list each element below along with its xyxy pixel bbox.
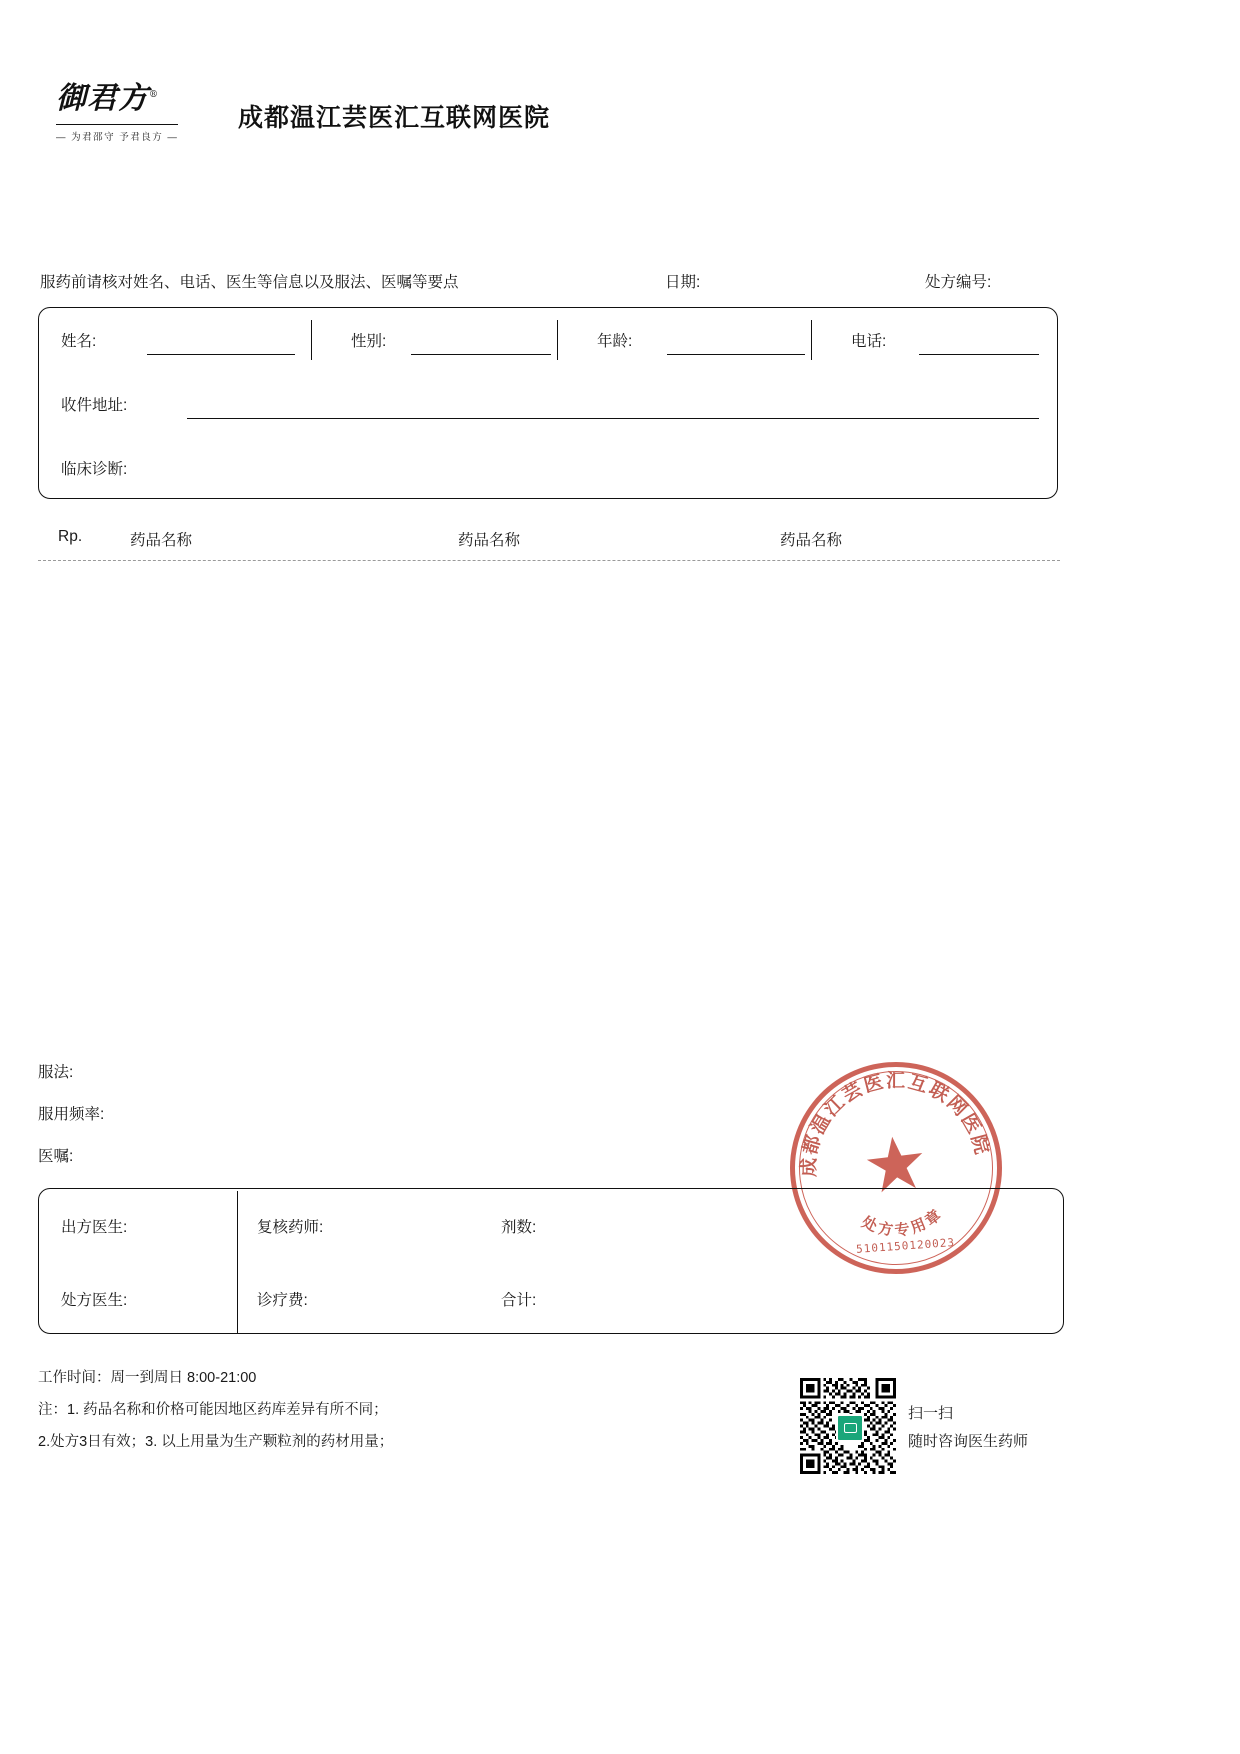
drug-column-2-header: 药品名称 — [458, 532, 521, 549]
diagnosis-label: 临床诊断: — [61, 461, 128, 478]
usage-block — [38, 1052, 104, 1178]
method-label: 服法: — [38, 1064, 74, 1081]
drug-column-1-header: 药品名称 — [130, 532, 193, 549]
address-input[interactable] — [187, 418, 1039, 419]
logo-divider — [56, 124, 178, 125]
signature-box — [38, 1188, 1064, 1334]
brand-logo — [56, 82, 196, 143]
gender-label: 性别: — [351, 333, 387, 350]
logo-wordmark — [56, 82, 196, 115]
document-header — [40, 82, 1200, 162]
seal-sub-text: 处方专用章 — [859, 1204, 947, 1240]
qr-caption — [908, 1400, 1028, 1456]
signature-row-1 — [39, 1189, 1063, 1262]
age-label: 年龄: — [597, 333, 633, 350]
fee-label: 诊疗费: — [257, 1291, 308, 1309]
drug-column-3-header: 药品名称 — [780, 532, 843, 549]
signature-row-2 — [39, 1262, 1063, 1335]
divider-2 — [557, 320, 558, 360]
prescriber-label: 处方医生: — [61, 1291, 128, 1309]
divider-1 — [311, 320, 312, 360]
note-1-text: 注：1. 药品名称和价格可能因地区药库差异有所不同； — [38, 1402, 388, 1418]
name-label: 姓名: — [61, 333, 97, 350]
seal-org-text: 成都温江芸医汇互联网医院 — [797, 1069, 994, 1178]
patient-info-box — [38, 307, 1058, 499]
notice-text: 服药前请核对姓名、电话、医生等信息以及服法、医嘱等要点 — [40, 274, 459, 291]
rp-label: Rp. — [58, 528, 83, 545]
seal-code: 5101150120023 — [855, 1235, 956, 1256]
gender-input[interactable] — [411, 354, 551, 355]
phone-input[interactable] — [919, 354, 1039, 355]
footer-notes — [38, 1362, 393, 1458]
patient-row-3 — [39, 436, 1057, 500]
patient-row-2 — [39, 372, 1057, 436]
address-label: 收件地址: — [61, 397, 128, 414]
date-label: 日期: — [665, 274, 701, 291]
name-input[interactable] — [147, 354, 295, 355]
scan-label: 扫一扫 — [908, 1405, 954, 1422]
patient-row-1 — [39, 308, 1057, 372]
registered-mark-icon: ® — [149, 90, 159, 100]
work-hours-text: 工作时间：周一到周日 8:00-21:00 — [38, 1370, 257, 1386]
frequency-label: 服用频率: — [38, 1106, 105, 1123]
phone-label: 电话: — [851, 333, 887, 350]
prescription-number-label: 处方编号: — [925, 274, 992, 291]
divider-3 — [811, 320, 812, 360]
total-label: 合计: — [501, 1291, 537, 1309]
doctor-label: 出方医生: — [61, 1218, 128, 1236]
qr-code-image[interactable] — [800, 1378, 896, 1474]
rp-divider — [38, 560, 1060, 561]
qr-section — [800, 1378, 1070, 1478]
qr-logo-icon — [836, 1414, 864, 1442]
consult-label: 随时咨询医生药师 — [908, 1433, 1029, 1450]
drug-list-area — [38, 572, 1060, 1032]
logo-text: 御君方 — [56, 81, 149, 116]
logo-slogan: — 为君邵守 予君良方 — — [56, 132, 179, 143]
hospital-name: 成都温江芸医汇互联网医院 — [238, 104, 551, 132]
dose-count-label: 剂数: — [501, 1218, 537, 1236]
note-2-text: 2.处方3日有效；3. 以上用量为生产颗粒剂的药材用量； — [38, 1434, 394, 1450]
pharmacist-label: 复核药师: — [257, 1218, 324, 1236]
age-input[interactable] — [667, 354, 805, 355]
advice-label: 医嘱: — [38, 1148, 74, 1165]
